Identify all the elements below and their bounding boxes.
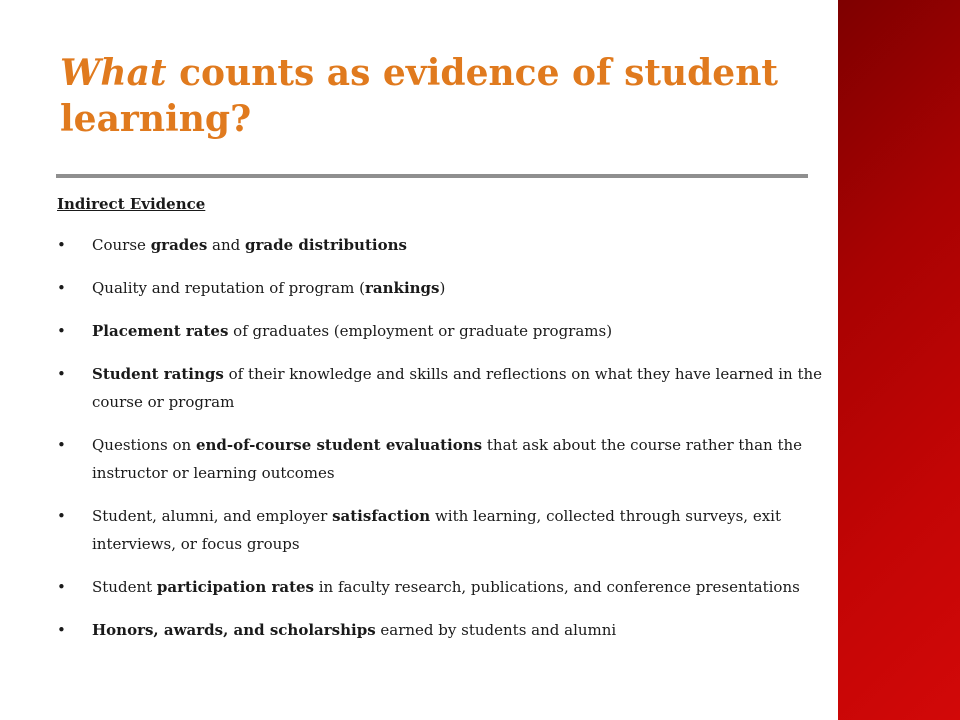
bullet-text: earned by students and alumni	[375, 621, 617, 639]
bullet-item	[57, 317, 827, 345]
bullet-emphasis: grade distributions	[245, 236, 407, 254]
slide-title	[60, 50, 820, 142]
bullet-text: Student, alumni, and employer	[92, 507, 333, 525]
bullet-item	[57, 360, 827, 416]
bullet-emphasis: end-of-course student evaluations	[195, 436, 483, 454]
bullet-item	[57, 274, 827, 302]
bullet-item	[57, 231, 827, 259]
bullet-emphasis: Placement rates	[92, 322, 229, 340]
bullet-emphasis: Student ratings	[92, 365, 224, 383]
bullet-list	[57, 231, 827, 644]
bullet-emphasis: rankings	[365, 279, 440, 297]
bullet-text: that ask about the course rather than the instructor or learning outcomes	[92, 436, 803, 482]
bullet-emphasis: grades	[150, 236, 208, 254]
bullet-item	[57, 616, 827, 644]
bullet-text: Questions on	[92, 436, 196, 454]
bullet-text: with learning, collected through surveys, exit interviews, or focus groups	[92, 507, 782, 553]
title-divider	[56, 174, 808, 178]
bullet-emphasis: satisfaction	[332, 507, 431, 525]
title-rest: counts as evidence of student learning?	[60, 52, 779, 140]
section-heading: Indirect Evidence	[57, 195, 206, 213]
bullet-text: of graduates (employment or graduate programs)	[228, 322, 613, 340]
bullet-text: Course	[92, 236, 151, 254]
title-emphasis: What	[60, 52, 167, 94]
bullet-item	[57, 431, 827, 487]
bullet-text: in faculty research, publications, and conference presentations	[313, 578, 800, 596]
decorative-red-bar	[838, 0, 960, 720]
bullet-text: Student	[92, 578, 157, 596]
slide-content	[57, 191, 827, 659]
bullet-item	[57, 573, 827, 601]
bullet-item	[57, 502, 827, 558]
bullet-text: and	[207, 236, 246, 254]
bullet-text: Quality and reputation of program (	[92, 279, 366, 297]
bullet-text: )	[439, 279, 446, 297]
bullet-emphasis: Honors, awards, and scholarships	[92, 621, 376, 639]
bullet-emphasis: participation rates	[156, 578, 314, 596]
bullet-text: of their knowledge and skills and reflections on what they have learned in the course or program	[92, 365, 823, 411]
